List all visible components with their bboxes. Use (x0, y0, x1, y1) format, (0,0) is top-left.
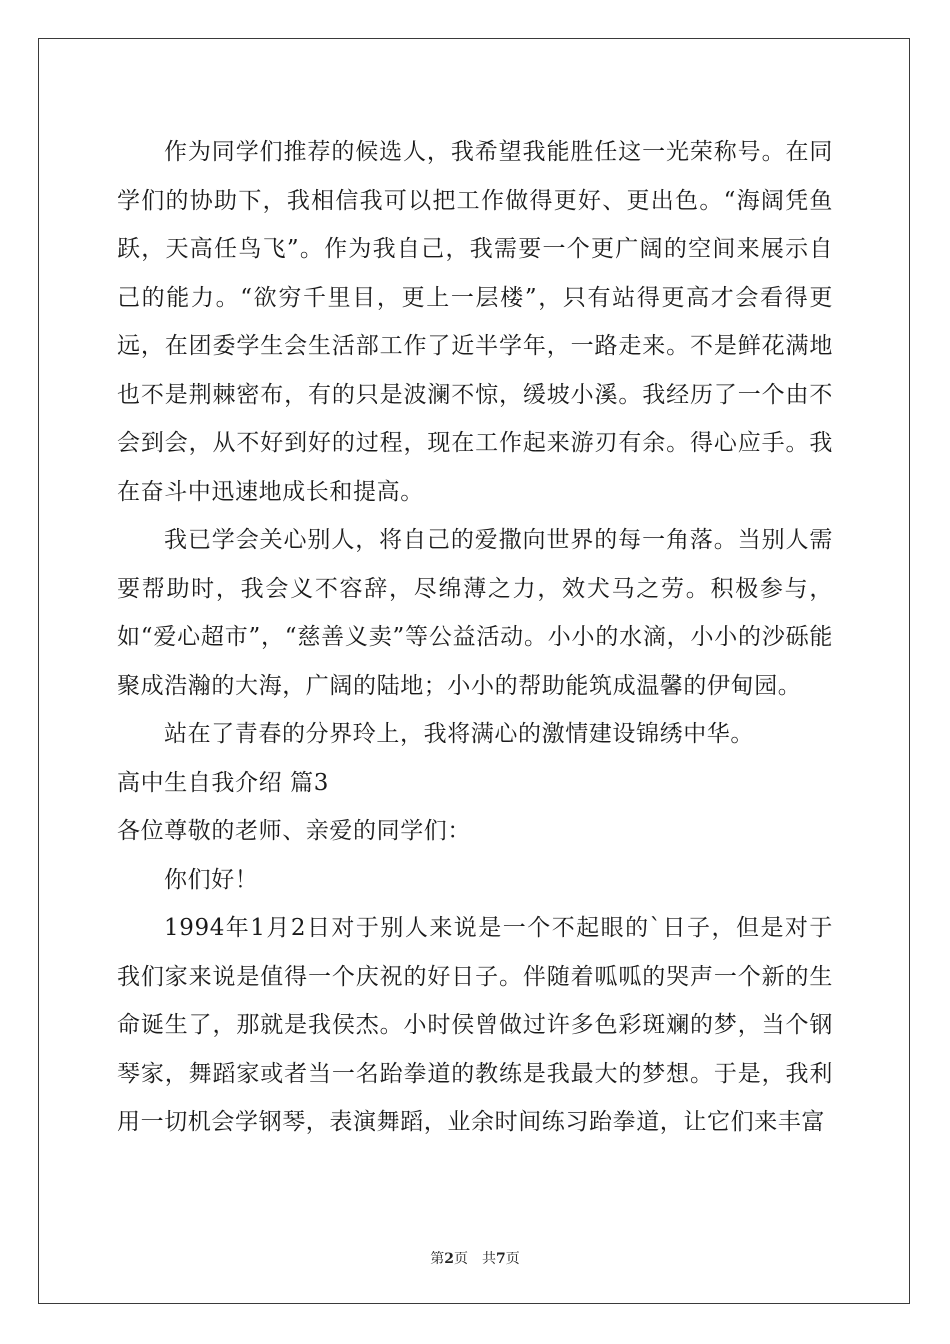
footer-current-page: 2 (444, 1251, 454, 1267)
paragraph-youth: 站在了青春的分界玲上，我将满心的激情建设锦绣中华。 (164, 721, 754, 747)
section-heading: 高中生自我介绍 篇3 (117, 769, 329, 796)
greeting: 你们好！ (164, 866, 259, 893)
paragraph-birth: 1994年1月2日对于别人来说是一个不起眼的`日子，但是对于我们家来说是值得一个庆祝的好日子。伴随着呱呱的哭声一个新的生命诞生了，那就是我侯杰。小时侯曾做过许多色彩斑斓的梦，当个钢琴家，舞蹈家或者当一名跆拳道的教练是我最大的梦想。于是，我利用一切机会学钢琴，表演舞蹈，业余时间练习跆拳道，让它们来丰富 (117, 915, 833, 1135)
paragraph-caring: 我已学会关心别人，将自己的爱撒向世界的每一角落。当别人需要帮助时，我会义不容辞，尽绵薄之力，效犬马之劳。积极参与，如“爱心超市”，“慈善义卖”等公益活动。小小的水滴，小小的沙砾能聚成浩瀚的大海，广阔的陆地；小小的帮助能筑成温馨的伊甸园。 (117, 527, 833, 699)
salutation: 各位尊敬的老师、亲爱的同学们： (117, 818, 471, 844)
page-footer (0, 1248, 950, 1268)
footer-suffix: 页 (505, 1251, 520, 1267)
footer-mid: 页 共 (454, 1251, 496, 1267)
document-body (117, 128, 833, 1147)
paragraph-candidate: 作为同学们推荐的候选人，我希望我能胜任这一光荣称号。在同学们的协助下，我相信我可以把工作做得更好、更出色。“海阔凭鱼跃，天高任鸟飞”。作为我自己，我需要一个更广阔的空间来展示自己的能力。“欲穷千里目，更上一层楼”，只有站得更高才会看得更远，在团委学生会生活部工作了近半学年，一路走来。不是鲜花满地也不是荆棘密布，有的只是波澜不惊，缓坡小溪。我经历了一个由不会到会，从不好到好的过程，现在工作起来游刃有余。得心应手。我在奋斗中迅速地成长和提高。 (117, 139, 833, 505)
footer-total-pages: 7 (496, 1251, 506, 1267)
footer-prefix: 第 (430, 1251, 445, 1267)
